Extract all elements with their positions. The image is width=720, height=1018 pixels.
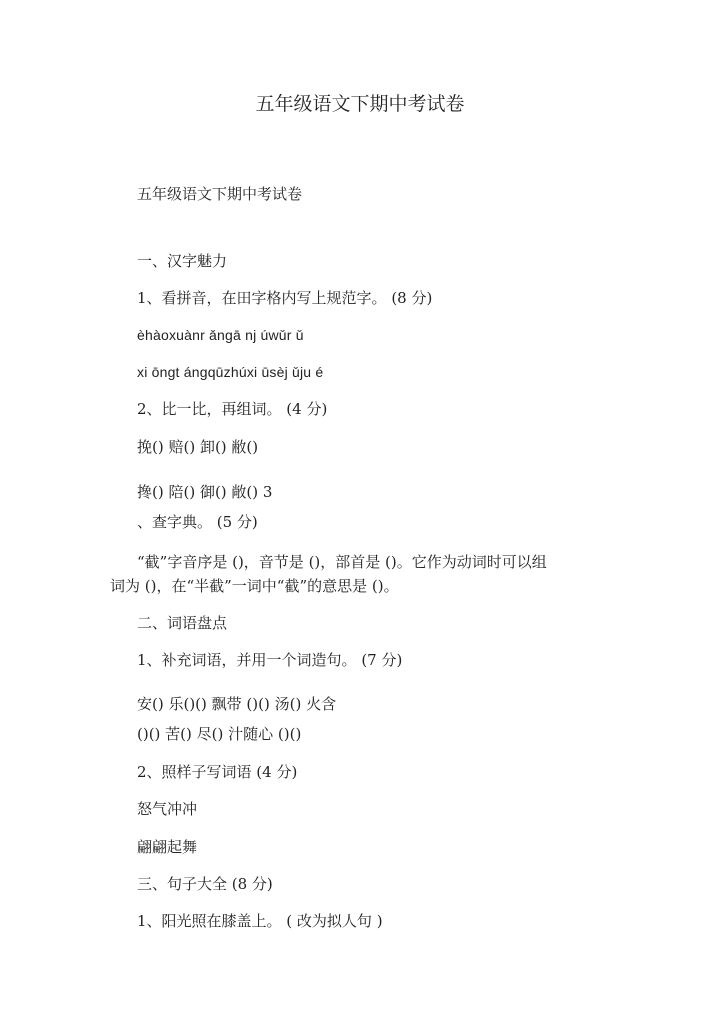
question-3-1: 1、阳光照在膝盖上。 ( 改为拟人句 ) (137, 912, 383, 930)
page-title: 五年级语文下期中考试卷 (255, 93, 465, 115)
question-2-2: 2、照样子写词语 (4 分) (137, 763, 298, 781)
dictionary-text-line-2: 词为 ()，在“半截”一词中“截”的意思是 ()。 (110, 577, 399, 595)
example-word-2: 翩翩起舞 (137, 838, 198, 856)
pinyin-line-2: xi ōngt ángqūzhúxi ūsèj ǔju é (137, 364, 324, 380)
compare-row-1: 挽() 赔() 卸() 敝() (137, 438, 259, 456)
question-1-2: 2、比一比，再组词。 (4 分) (137, 400, 328, 418)
fill-words-row-2: ()() 苦() 尽() 汁随心 ()() (137, 725, 302, 743)
question-1-1: 1、看拼音，在田字格内写上规范字。 (8 分) (137, 289, 433, 307)
pinyin-line-1: èhàoxuànr ǎngā nj úwǔr ǔ (137, 327, 304, 343)
section-heading-2: 二、词语盘点 (137, 614, 228, 632)
example-word-1: 怒气冲冲 (137, 800, 198, 818)
fill-words-row-1: 安() 乐()() 飘带 ()() 汤() 火含 (137, 695, 337, 713)
dictionary-text-line-1: “截”字音序是 ()，音节是 ()，部首是 ()。它作为动词时可以组 (137, 553, 547, 571)
question-1-3: 、查字典。 (5 分) (137, 513, 258, 531)
section-heading-3: 三、句子大全 (8 分) (137, 875, 273, 893)
section-heading-1: 一、汉字魅力 (137, 252, 228, 270)
compare-row-2: 搀() 陪() 御() 敞() 3 (137, 483, 273, 501)
question-2-1: 1、补充词语，并用一个词造句。 (7 分) (137, 651, 403, 669)
subtitle: 五年级语文下期中考试卷 (137, 185, 303, 203)
